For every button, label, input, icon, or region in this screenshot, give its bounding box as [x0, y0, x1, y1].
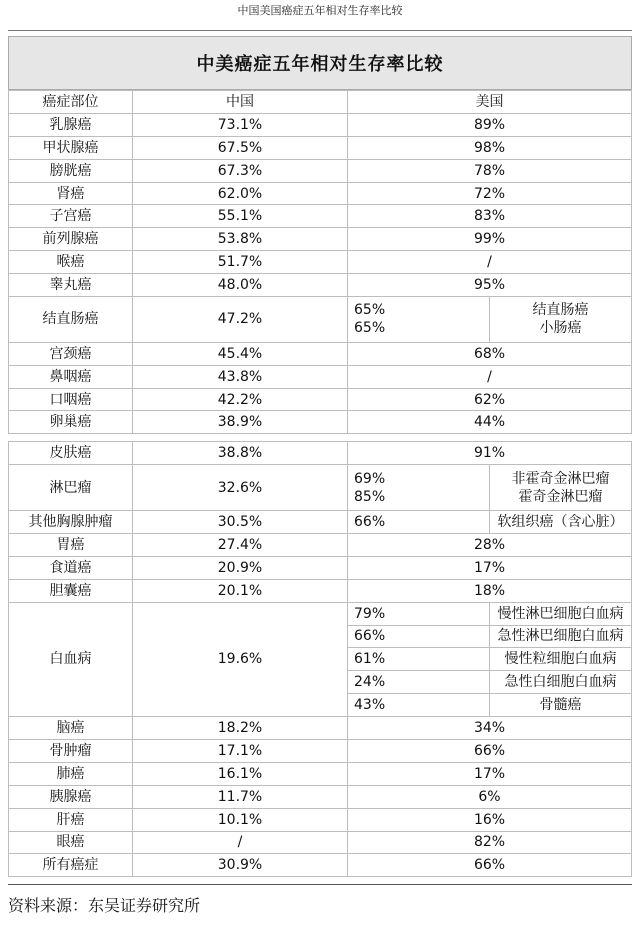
cancer-site: 胆囊癌: [9, 579, 133, 602]
usa-rate: 44%: [348, 411, 632, 434]
table-row: [9, 579, 632, 602]
china-rate: 43.8%: [133, 365, 348, 388]
table-row: [9, 136, 632, 159]
china-rate: 30.9%: [133, 854, 348, 877]
cancer-site: 膀胱癌: [9, 159, 133, 182]
usa-subtype: 急性白细胞白血病: [490, 671, 632, 694]
usa-rate: /: [348, 251, 632, 274]
usa-subtype: 慢性淋巴细胞白血病: [490, 602, 632, 625]
china-rate: 38.9%: [133, 411, 348, 434]
table-row: [9, 297, 632, 343]
china-rate: 20.1%: [133, 579, 348, 602]
usa-rate: 66%: [348, 854, 632, 877]
table-header-row: [9, 91, 632, 114]
china-rate: 11.7%: [133, 785, 348, 808]
usa-rate: 78%: [348, 159, 632, 182]
china-rate: 67.3%: [133, 159, 348, 182]
cancer-site: 肺癌: [9, 762, 133, 785]
china-rate: 18.2%: [133, 717, 348, 740]
cancer-site: 乳腺癌: [9, 113, 133, 136]
china-rate: 51.7%: [133, 251, 348, 274]
table-row: [9, 342, 632, 365]
china-rate: 30.5%: [133, 511, 348, 534]
usa-subtype: 慢性粒细胞白血病: [490, 648, 632, 671]
usa-rate: 16%: [348, 808, 632, 831]
usa-rate: 6%: [348, 785, 632, 808]
table-row: [9, 205, 632, 228]
china-rate: 27.4%: [133, 533, 348, 556]
usa-rate: 79%: [348, 602, 490, 625]
china-rate: 53.8%: [133, 228, 348, 251]
usa-rate: 95%: [348, 274, 632, 297]
usa-rate: 82%: [348, 831, 632, 854]
source-note: 资料来源：东吴证券研究所: [8, 896, 201, 915]
china-rate: 17.1%: [133, 739, 348, 762]
table-row: [9, 533, 632, 556]
cancer-site: 结直肠癌: [9, 297, 133, 343]
table-row: [9, 854, 632, 877]
usa-rate: 65%: [354, 302, 386, 319]
table-row: [9, 182, 632, 205]
cancer-site: 前列腺癌: [9, 228, 133, 251]
table-row: [9, 511, 632, 534]
china-rate: 20.9%: [133, 556, 348, 579]
usa-rate: 91%: [348, 442, 632, 465]
table-row: [9, 808, 632, 831]
cancer-site: 脑癌: [9, 717, 133, 740]
usa-rate: 89%: [348, 113, 632, 136]
usa-rate: 18%: [348, 579, 632, 602]
cancer-site: 宫颈癌: [9, 342, 133, 365]
usa-rate: 62%: [348, 388, 632, 411]
usa-rate-group: [348, 297, 490, 343]
cancer-site: 肾癌: [9, 182, 133, 205]
china-rate: 16.1%: [133, 762, 348, 785]
usa-rate: 28%: [348, 533, 632, 556]
usa-rate: 85%: [354, 488, 386, 505]
table-row: [9, 388, 632, 411]
china-rate: 73.1%: [133, 113, 348, 136]
separator-cell: [9, 434, 632, 442]
survival-table: [8, 36, 632, 877]
table-row: [9, 159, 632, 182]
cancer-site: 白血病: [9, 602, 133, 716]
usa-rate: 99%: [348, 228, 632, 251]
china-rate: 55.1%: [133, 205, 348, 228]
china-rate: 38.8%: [133, 442, 348, 465]
cancer-site: 口咽癌: [9, 388, 133, 411]
table-row: [9, 442, 632, 465]
china-rate: 10.1%: [133, 808, 348, 831]
table-title: 中美癌症五年相对生存率比较: [8, 36, 632, 90]
cancer-site: 胃癌: [9, 533, 133, 556]
usa-subtype: 急性淋巴细胞白血病: [490, 625, 632, 648]
usa-rate-group: [348, 465, 490, 511]
bottom-divider: [8, 884, 632, 885]
table-row: [9, 602, 632, 625]
usa-rate: 43%: [348, 694, 490, 717]
china-rate: 62.0%: [133, 182, 348, 205]
usa-rate: 17%: [348, 556, 632, 579]
page-caption: 中国美国癌症五年相对生存率比较: [237, 4, 403, 17]
cancer-site: 卵巢癌: [9, 411, 133, 434]
usa-rate: 17%: [348, 762, 632, 785]
header-china: 中国: [133, 91, 348, 114]
table-row: [9, 465, 632, 511]
table-row: [9, 785, 632, 808]
china-rate: /: [133, 831, 348, 854]
table-row: [9, 274, 632, 297]
usa-subtype-group: [490, 465, 632, 511]
table-row: [9, 113, 632, 136]
cancer-site: 鼻咽癌: [9, 365, 133, 388]
china-rate: 42.2%: [133, 388, 348, 411]
usa-rate: 66%: [348, 625, 490, 648]
cancer-site: 其他胸腺肿瘤: [9, 511, 133, 534]
header-usa: 美国: [348, 91, 632, 114]
usa-rate: 98%: [348, 136, 632, 159]
usa-rate: 65%: [354, 320, 386, 337]
china-rate: 45.4%: [133, 342, 348, 365]
usa-subtype: 软组织癌（含心脏）: [490, 511, 632, 534]
usa-rate: 68%: [348, 342, 632, 365]
cancer-site: 甲状腺癌: [9, 136, 133, 159]
cancer-site: 眼癌: [9, 831, 133, 854]
usa-rate: 66%: [348, 739, 632, 762]
cancer-site: 所有癌症: [9, 854, 133, 877]
table-row: [9, 228, 632, 251]
table-row: [9, 739, 632, 762]
cancer-site: 骨肿瘤: [9, 739, 133, 762]
cancer-site: 淋巴瘤: [9, 465, 133, 511]
usa-rate: 69%: [354, 470, 386, 487]
cancer-site: 肝癌: [9, 808, 133, 831]
usa-rate: 24%: [348, 671, 490, 694]
top-divider: [8, 30, 632, 31]
survival-grid: [8, 90, 632, 877]
table-row: [9, 717, 632, 740]
table-row: [9, 411, 632, 434]
usa-subtype: 骨髓癌: [490, 694, 632, 717]
usa-subtype: 非霍奇金淋巴瘤: [511, 470, 610, 487]
table-row: [9, 762, 632, 785]
cancer-site: 睾丸癌: [9, 274, 133, 297]
china-rate: 19.6%: [133, 602, 348, 716]
table-row: [9, 831, 632, 854]
usa-subtype: 霍奇金淋巴瘤: [518, 488, 603, 505]
cancer-site: 食道癌: [9, 556, 133, 579]
cancer-site: 皮肤癌: [9, 442, 133, 465]
table-row: [9, 365, 632, 388]
usa-rate: /: [348, 365, 632, 388]
china-rate: 47.2%: [133, 297, 348, 343]
china-rate: 48.0%: [133, 274, 348, 297]
usa-subtype-group: [490, 297, 632, 343]
cancer-site: 喉癌: [9, 251, 133, 274]
table-row: [9, 556, 632, 579]
cancer-site: 胰腺癌: [9, 785, 133, 808]
cancer-site: 子宫癌: [9, 205, 133, 228]
china-rate: 32.6%: [133, 465, 348, 511]
table-separator: [9, 434, 632, 442]
table-row: [9, 251, 632, 274]
usa-rate: 72%: [348, 182, 632, 205]
usa-subtype: 结直肠癌: [532, 302, 589, 319]
usa-rate: 34%: [348, 717, 632, 740]
china-rate: 67.5%: [133, 136, 348, 159]
header-site: 癌症部位: [9, 91, 133, 114]
usa-subtype: 小肠癌: [539, 320, 582, 337]
usa-rate: 61%: [348, 648, 490, 671]
usa-rate: 83%: [348, 205, 632, 228]
usa-rate: 66%: [348, 511, 490, 534]
